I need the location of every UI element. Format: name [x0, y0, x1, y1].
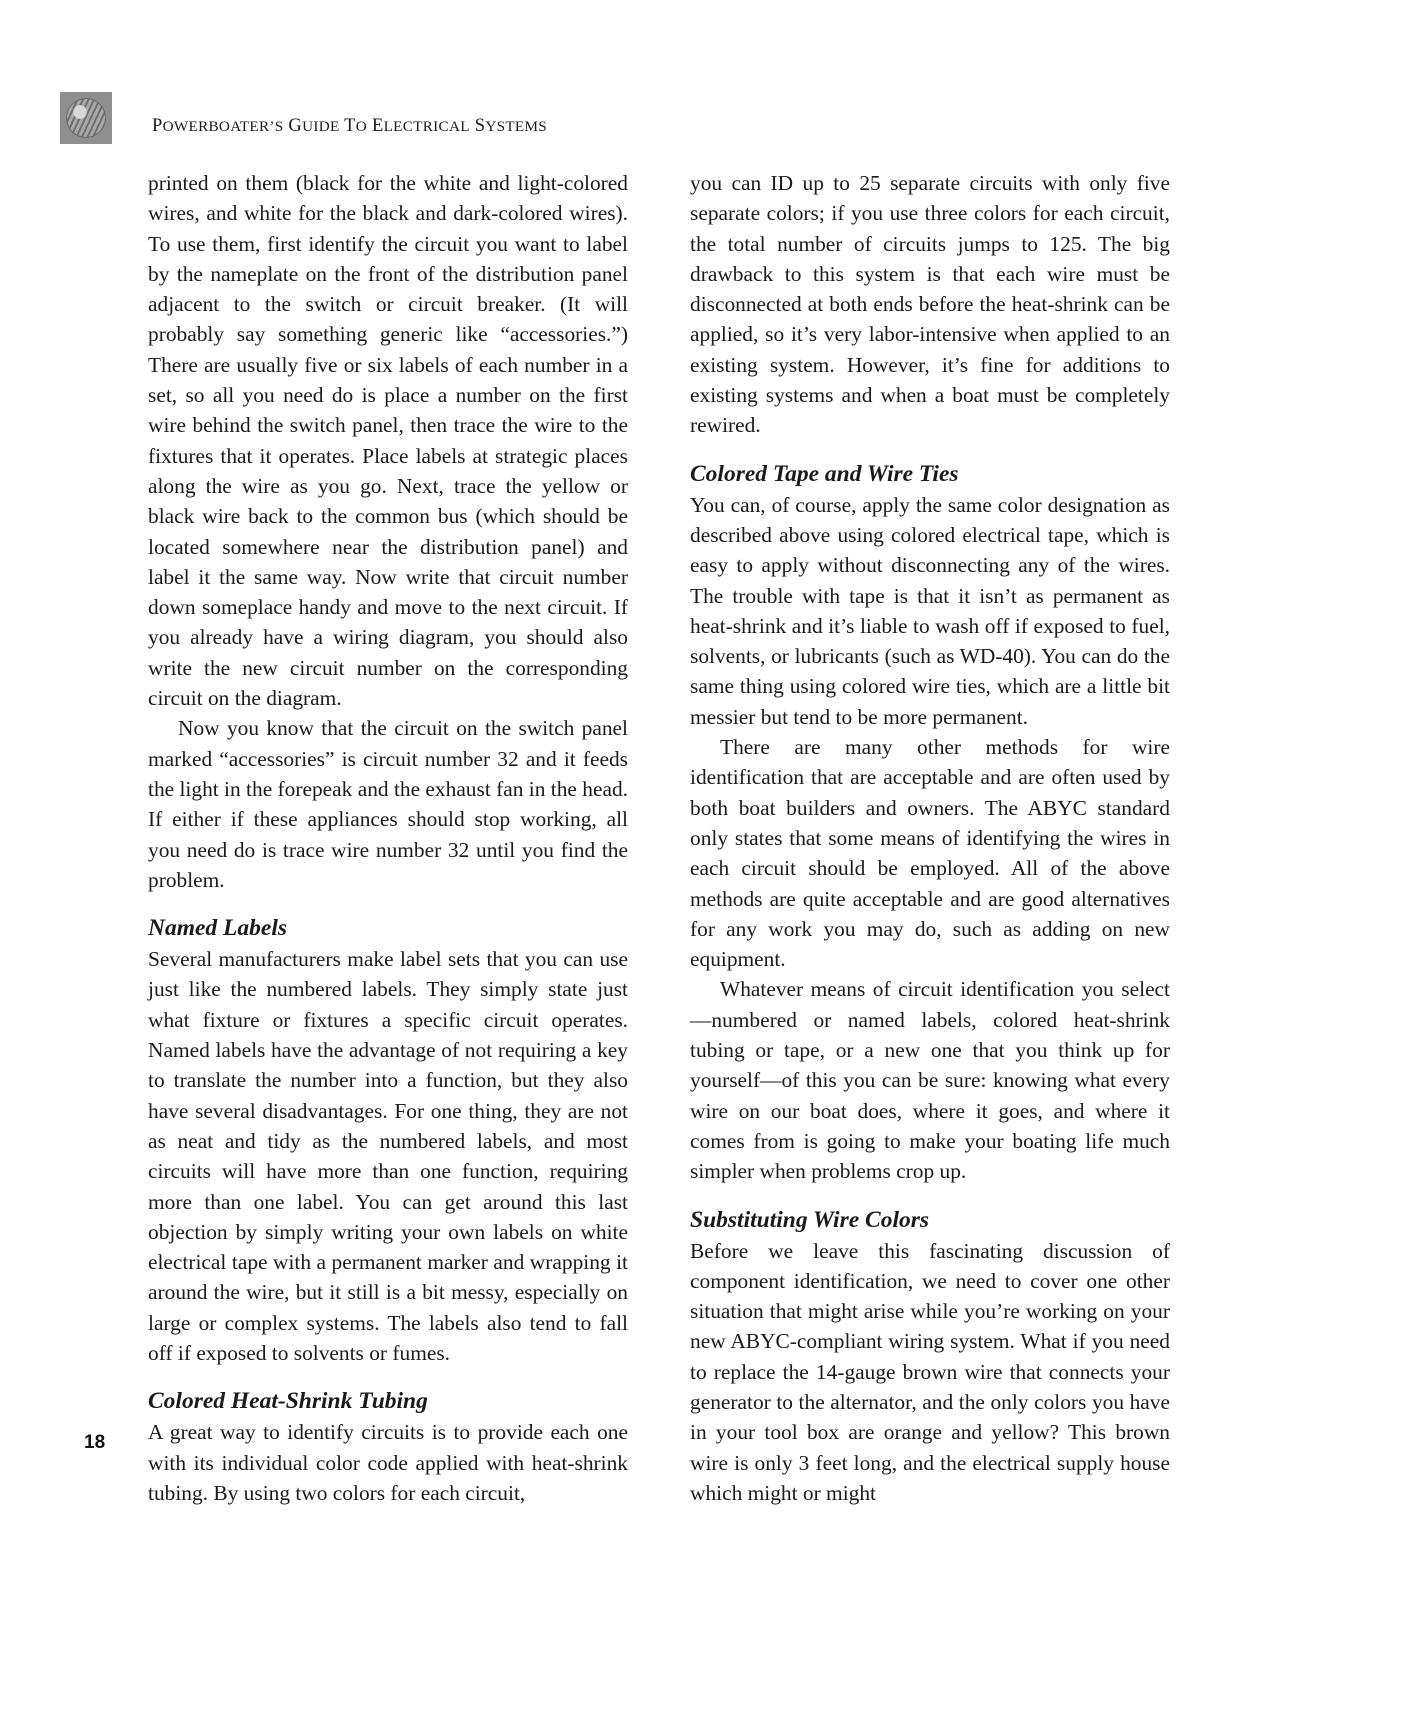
section-heading-tape-ties: Colored Tape and Wire Ties — [690, 460, 959, 487]
paragraph: printed on them (black for the white and light-colored wires, and white for the black and dark-colored wires). To use them, first identify the circuit you want to label by the nameplate on the front of the distribution panel adjacent to the switch or circuit breaker. (It will probably say something generic like “accessories.”) There are usually five or six labels of each number in a set, so all you need do is place a number on the first wire behind the switch panel, then trace the wire to the fixtures that it operates. Place labels at strategic places along the wire as you go. Next, trace the yellow or black wire back to the common bus (which should be located somewhere near the distribution panel) and label it the same way. Now write that circuit number down someplace handy and move to the next circuit. If you already have a wiring diagram, you should also write the new circuit number on the corresponding circuit on the diagram. — [148, 171, 628, 711]
paragraph: Several manufacturers make label sets that you can use just like the numbered labels. They simply state just what fixture or fixtures a specific circuit operates. Named labels have the advantage of not requiring a key to translate the number into a function, but they also have several disadvantages. For one thing, they are not as neat and tidy as the numbered labels, and most circuits will have more than one function, requiring more than one label. You can get around this last objection by simply writing your own labels on white electrical tape with a permanent marker and wrapping it around the wire, but it still is a bit messy, especially on large or complex systems. The labels also tend to fall off if exposed to solvents or fumes. — [148, 947, 628, 1365]
running-head-text: POWERBOATER’S GUIDE TO ELECTRICAL SYSTEMS — [152, 116, 548, 136]
body-columns — [148, 168, 1284, 1508]
paragraph: you can ID up to 25 separate circuits with only five separate colors; if you use three colors for each circuit, the total number of circuits jumps to 125. The big drawback to this system is that each wire must be disconnected at both ends before the heat-shrink can be applied, so it’s very labor-intensive when applied to an existing system. However, it’s fine for additions to existing systems and when a boat must be completely rewired. — [690, 171, 1170, 438]
page-header — [60, 92, 1344, 152]
paragraph: Whatever means of circuit identification you select—numbered or named labels, colored heat-shrink tubing or tape, or a new one that you think up for yourself—of this you can be sure: knowing what every wire on our boat does, where it goes, and where it comes from is going to make your boating life much simpler when problems crop up. — [690, 977, 1170, 1184]
paragraph: There are many other methods for wire identification that are acceptable and are often used by both boat builders and owners. The ABYC standard only states that some means of identifying the wires in each circuit should be employed. All of the above methods are quite acceptable and are good alternatives for any work you may do, such as adding on new equipment. — [690, 735, 1170, 972]
running-head — [152, 116, 547, 137]
paragraph: A great way to identify circuits is to provide each one with its individual color code applied with heat-shrink tubing. By using two colors for each circuit, — [148, 1420, 628, 1505]
paragraph: Before we leave this fascinating discussion of component identification, we need to cover one other situation that might arise while you’re working on your new ABYC-compliant wiring system. What if you need to replace the 14-gauge brown wire that connects your generator to the alternator, and the only colors you have in your tool box are orange and yellow? This brown wire is only 3 feet long, and the electrical supply house which might or might — [690, 1238, 1170, 1505]
book-emblem-icon — [60, 92, 112, 144]
page-number: 18 — [84, 1432, 106, 1453]
left-column — [148, 168, 628, 1508]
section-heading-heat-shrink: Colored Heat-Shrink Tubing — [148, 1388, 428, 1415]
book-emblem-glyph — [66, 98, 106, 138]
paragraph: You can, of course, apply the same color designation as described above using colored electrical tape, which is easy to apply without disconnecting any of the wires. The trouble with tape is that it isn’t as permanent as heat-shrink and it’s liable to wash off if exposed to fuel, solvents, or lubricants (such as WD-40). You can do the same thing using colored wire ties, which are a little bit messier but tend to be more permanent. — [690, 492, 1170, 729]
section-heading-substituting: Substituting Wire Colors — [690, 1206, 930, 1233]
right-column — [690, 168, 1170, 1508]
section-heading-named-labels: Named Labels — [148, 915, 288, 942]
paragraph: Now you know that the circuit on the switch panel marked “accessories” is circuit number 32 and it feeds the light in the forepeak and the exhaust fan in the head. If either if these appliances should stop working, all you need do is trace wire number 32 until you find the problem. — [148, 716, 628, 892]
